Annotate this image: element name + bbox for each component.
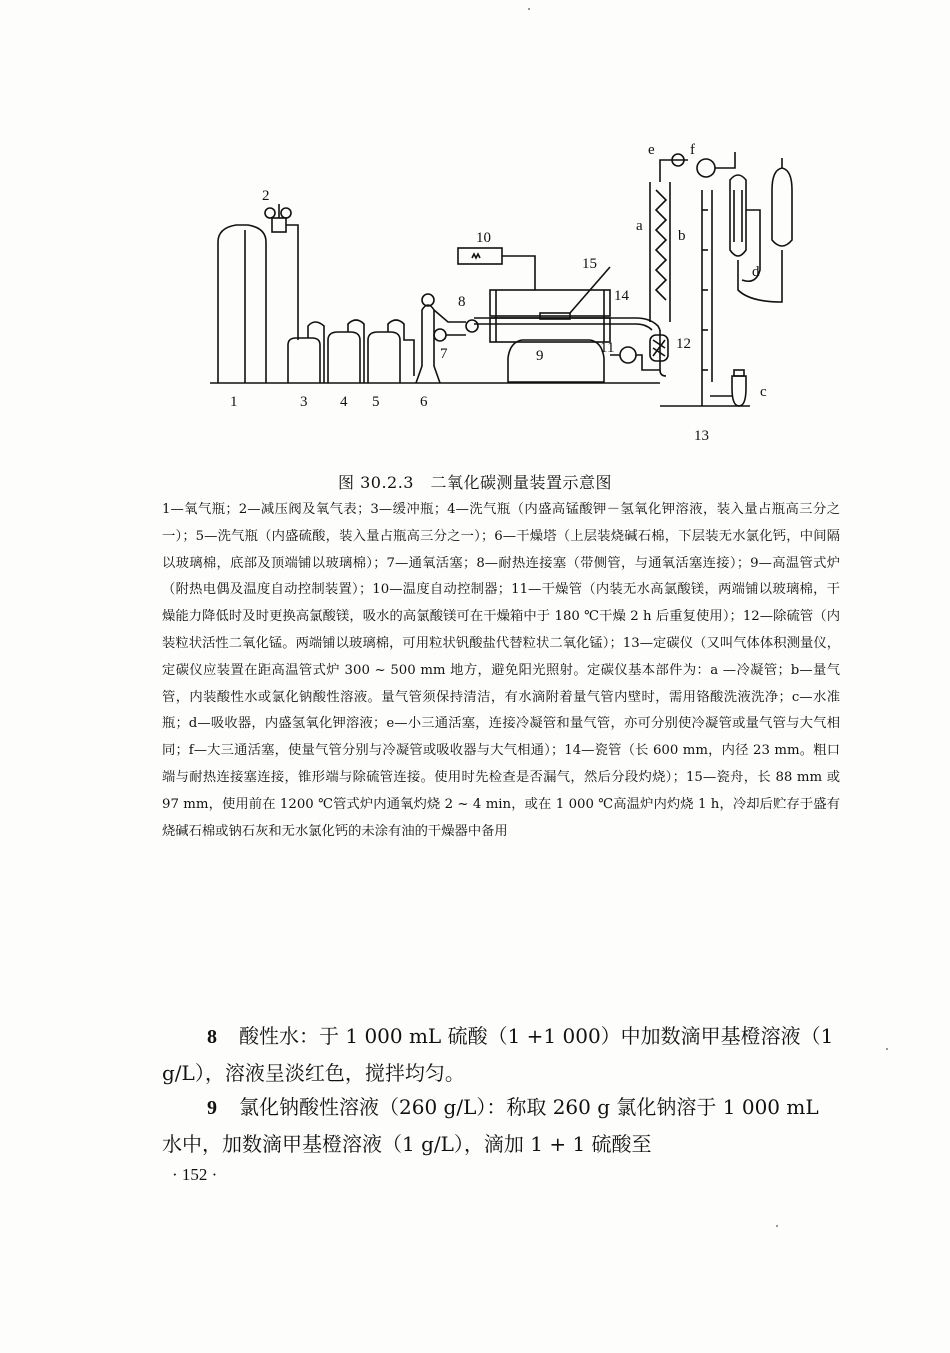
label-4: 4 — [340, 394, 348, 410]
absorber — [730, 175, 746, 256]
label-2: 2 — [262, 188, 270, 204]
label-15: 15 — [582, 256, 597, 272]
label-c: c — [760, 384, 767, 400]
drying-tower — [416, 305, 440, 383]
label-6: 6 — [420, 394, 428, 410]
figure-caption: 图 30.2.3 二氧化碳测量装置示意图 — [338, 473, 612, 492]
label-8: 8 — [458, 294, 466, 310]
scan-speck — [776, 1225, 778, 1227]
burette-stand — [660, 382, 750, 406]
page-number: · 152 · — [172, 1165, 218, 1184]
buffer-bottle — [288, 338, 320, 383]
label-9: 9 — [536, 348, 544, 364]
label-10: 10 — [476, 230, 491, 246]
label-1: 1 — [230, 394, 238, 410]
pressure-regulator — [272, 218, 286, 232]
label-a: a — [636, 218, 643, 234]
label-d: d — [752, 264, 760, 280]
apparatus-diagram — [190, 130, 810, 460]
item-8 — [162, 1018, 838, 1091]
temperature-controller — [458, 248, 502, 264]
leveling-bottle — [732, 376, 746, 406]
label-12: 12 — [676, 336, 691, 352]
label-e: e — [648, 142, 655, 158]
label-13: 13 — [694, 428, 709, 444]
item-9-number: 9 — [207, 1097, 217, 1119]
item-8-text: 酸性水：于 1 000 mL 硫酸（1 +1 000）中加数滴甲基橙溶液（1 g/L），溶液呈淡红色，搅拌均匀。 — [162, 1024, 834, 1085]
oxygen-stopcock — [434, 329, 446, 341]
label-7: 7 — [440, 346, 448, 362]
large-three-way-stopcock — [697, 159, 715, 177]
condenser-tube — [650, 182, 670, 322]
label-f: f — [690, 142, 695, 158]
oxygen-cylinder — [218, 225, 266, 383]
item-9 — [162, 1089, 838, 1162]
label-11: 11 — [600, 340, 615, 356]
label-14: 14 — [614, 288, 629, 304]
label-b: b — [678, 228, 686, 244]
item-8-number: 8 — [207, 1026, 217, 1048]
apparatus-figure — [190, 130, 810, 460]
item-9-text: 氯化钠酸性溶液（260 g/L）：称取 260 g 氯化钠溶于 1 000 mL水中，加数滴甲基橙溶液（1 g/L），滴加 1 + 1 硫酸至 — [162, 1095, 819, 1156]
label-5: 5 — [372, 394, 380, 410]
wash-bottle-5 — [368, 332, 400, 383]
scan-speck — [886, 1048, 888, 1050]
tube-furnace — [508, 340, 604, 382]
scan-speck — [528, 8, 530, 10]
gas-burette — [702, 190, 712, 382]
figure-legend: 1—氧气瓶；2—减压阀及氧气表；3—缓冲瓶；4—洗气瓶（内盛高锰酸钾－氢氧化钾溶液，装入量占瓶高三分之一）；5—洗气瓶（内盛硫酸，装入量占瓶高三分之一）；6—干燥塔（上层装烧碱石棉，下层装无水氯化钙，中间隔以玻璃棉，底部及顶端铺以玻璃棉）；7—通氧活塞；8—耐热连接塞（带侧管，与通氧活塞连接）；9—高温管式炉（附热电偶及温度自动控制装置）；10—温度自动控制器；11—干燥管（内装无水高氯酸镁，两端铺以玻璃棉，干燥能力降低时及时更换高氯酸镁，吸水的高氯酸镁可在干燥箱中于 180 ℃干燥 2 h 后重复使用）；12—除硫管（内装粒状活性二氧化锰。两端铺以玻璃棉，可用粒状钒酸盐代替粒状二氧化锰）；13—定碳仪（又叫气体体积测量仪，定碳仪应装置在距高温管式炉 300 ~ 500 mm 地方，避免阳光照射。定碳仪基本部件为：a —冷凝管；b—量气管，内装酸性水或氯化钠酸性溶液。量气管须保持清洁，有水滴附着量气管内壁时，需用铬酸洗液洗净；c—水准瓶；d—吸收器，内盛氢氧化钾溶液；e—小三通活塞，连接冷凝管和量气管，亦可分别使冷凝管或量气管与大气相同；f—大三通活塞，使量气管分别与冷凝管或吸收器与大气相通）；14—瓷管（长 600 mm，内径 23 mm。粗口端与耐热连接塞连接，锥形端与除硫管连接。使用时先检查是否漏气，然后分段灼烧）；15—瓷舟，长 88 mm 或 97 mm，使用前在 1200 ℃管式炉内通氧灼烧 2 ~ 4 min，或在 1 000 ℃高温炉内灼烧 1 h，冷却后贮存于盛有烧碱石棉或钠石灰和无水氯化钙的未涂有油的干燥器中备用 — [162, 502, 840, 839]
drying-tube — [620, 347, 636, 363]
wash-bottle-4 — [328, 332, 360, 383]
label-3: 3 — [300, 394, 308, 410]
